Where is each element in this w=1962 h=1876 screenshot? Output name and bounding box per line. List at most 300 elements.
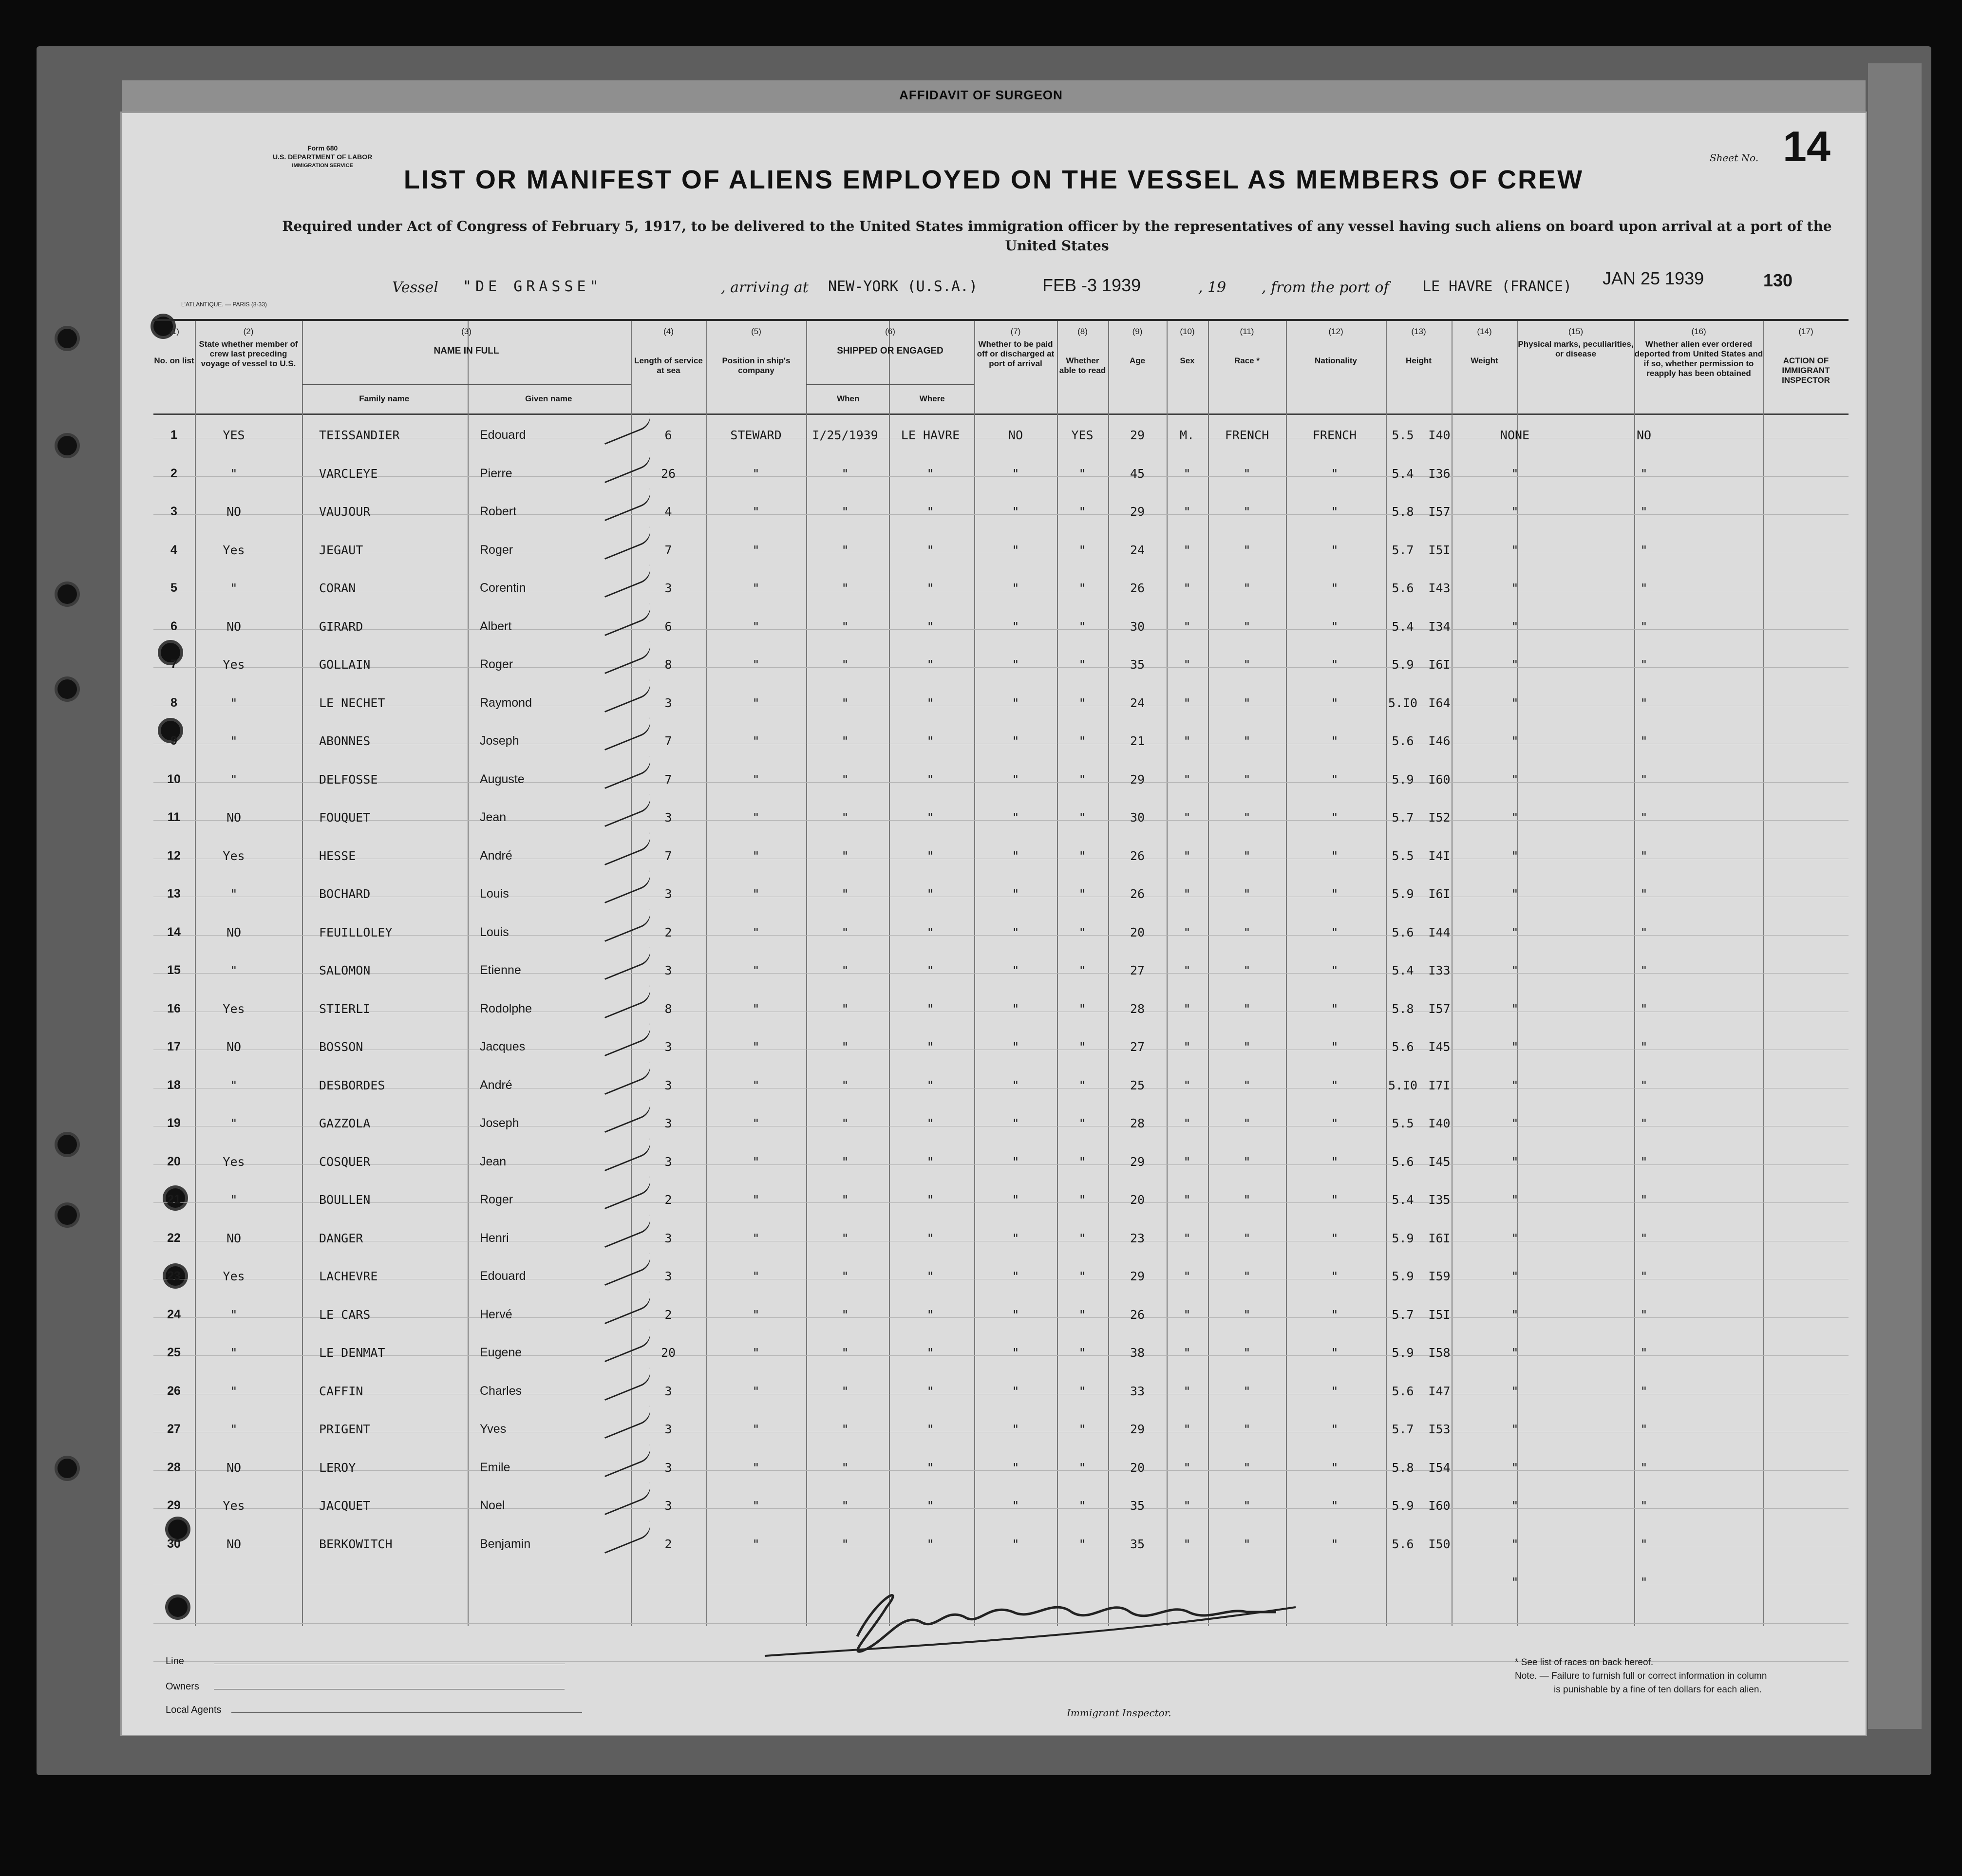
cell-sex: " (1183, 1307, 1191, 1322)
cell-weight: I6I (1428, 887, 1451, 901)
cell-family: PRIGENT (319, 1422, 371, 1436)
sheet-number: 14 (1783, 122, 1830, 170)
cell-prev: YES (223, 428, 245, 442)
cell-given: Albert (480, 619, 512, 633)
vessel-label: Vessel (392, 279, 438, 296)
cell-marks: " (1511, 1422, 1519, 1436)
cell-deported: " (1640, 963, 1648, 977)
cell-no: 14 (167, 925, 181, 939)
cell-read: " (1078, 1537, 1086, 1551)
cell-given: Roger (480, 543, 513, 557)
cell-where: " (926, 581, 934, 595)
cell-race: FRENCH (1225, 428, 1269, 442)
cell-weight: I35 (1428, 1193, 1451, 1207)
cell-deported: " (1640, 1346, 1648, 1360)
column-number: (7) (1010, 327, 1021, 336)
cell-sex: " (1183, 1537, 1191, 1551)
cell-weight: I54 (1428, 1460, 1451, 1475)
cell-prev: " (230, 581, 238, 595)
cell-nat: " (1331, 925, 1339, 939)
immigrant-inspector-label: Immigrant Inspector. (1067, 1707, 1171, 1719)
cell-sex: " (1183, 772, 1191, 787)
table-row (153, 1145, 1849, 1183)
cell-where: " (926, 1384, 934, 1398)
cell-sex: " (1183, 925, 1191, 939)
cell-position: " (752, 1537, 760, 1551)
column-header-14 (1452, 327, 1517, 366)
cell-given: Auguste (480, 772, 525, 786)
cell-race: " (1243, 1269, 1251, 1283)
subheader-rule (806, 384, 974, 385)
table-row (153, 916, 1849, 954)
cell-when: " (841, 848, 849, 863)
cell-no: 13 (167, 887, 181, 900)
cell-read: " (1078, 1040, 1086, 1054)
cell-no: 30 (167, 1537, 181, 1551)
cell-race: " (1243, 1116, 1251, 1130)
cell-family: DESBORDES (319, 1078, 385, 1092)
cell-position: " (752, 925, 760, 939)
cell-family: LE CARS (319, 1307, 371, 1322)
cell-read: " (1078, 1231, 1086, 1245)
column-label: Length of service at sea (634, 356, 703, 375)
cell-age: 27 (1130, 1040, 1145, 1054)
cell-sex: " (1183, 657, 1191, 672)
cell-position: " (752, 1078, 760, 1092)
cell-service: 8 (664, 657, 672, 672)
column-label: Age (1129, 356, 1146, 365)
cell-height: 5.I0 (1388, 1078, 1418, 1092)
cell-height: 5.7 (1392, 1422, 1414, 1436)
cell-no: 5 (170, 581, 177, 595)
cell-no: 22 (167, 1231, 181, 1245)
cell-service: 3 (664, 1269, 672, 1283)
column-number: (10) (1180, 327, 1195, 336)
cell-no: 19 (167, 1116, 181, 1130)
column-number: (15) (1568, 327, 1584, 336)
cell-nat: " (1331, 1537, 1339, 1551)
column-header-6 (806, 327, 974, 403)
cell-no: 3 (170, 505, 177, 518)
cell-where: " (926, 1078, 934, 1092)
cell-read: " (1078, 1499, 1086, 1513)
cell-race: " (1243, 1040, 1251, 1054)
cell-weight: I57 (1428, 505, 1451, 519)
column-number: (16) (1691, 327, 1706, 336)
cell-height: 5.6 (1392, 734, 1414, 748)
cell-family: LE DENMAT (319, 1346, 385, 1360)
cell-paid: " (1012, 734, 1019, 748)
cell-read: " (1078, 925, 1086, 939)
cell-when: " (841, 810, 849, 825)
column-label: SHIPPED OR ENGAGED (837, 346, 943, 356)
cell-deported: " (1640, 657, 1648, 672)
cell-where: " (926, 810, 934, 825)
table-row (153, 1374, 1849, 1412)
cell-when: " (841, 1001, 849, 1016)
cell-age: 21 (1130, 734, 1145, 748)
cell-prev: " (230, 963, 238, 977)
cell-position: " (752, 1193, 760, 1207)
departure-date-stamp: JAN 25 1939 (1603, 268, 1704, 288)
cell-age: 35 (1130, 1537, 1145, 1551)
from-port: LE HAVRE (FRANCE) (1422, 278, 1572, 295)
cell-paid: " (1012, 1537, 1019, 1551)
cell-prev: Yes (223, 848, 245, 863)
cell-height: 5.8 (1392, 1460, 1414, 1475)
cell-race: " (1243, 887, 1251, 901)
cell-weight: I7I (1428, 1078, 1451, 1092)
department-name: U.S. DEPARTMENT OF LABOR (273, 153, 373, 161)
cell-sex: " (1183, 695, 1191, 710)
cell-weight: I60 (1428, 772, 1451, 787)
table-row (153, 839, 1849, 877)
cell-height: 5.8 (1392, 505, 1414, 519)
cell-paid: " (1012, 1116, 1019, 1130)
cell-weight: I34 (1428, 619, 1451, 634)
cell-given: Emile (480, 1460, 510, 1474)
cell-deported: " (1640, 505, 1648, 519)
cell-age: 29 (1130, 1154, 1145, 1169)
cell-weight: I59 (1428, 1269, 1451, 1283)
cell-where: " (926, 505, 934, 519)
cell-age: 33 (1130, 1384, 1145, 1398)
column-label: No. on list (154, 356, 194, 365)
cell-paid: " (1012, 1193, 1019, 1207)
cell-when: " (841, 1078, 849, 1092)
cell-prev: NO (226, 810, 242, 825)
cell-service: 7 (664, 734, 672, 748)
cell-marks: " (1511, 810, 1519, 825)
cell-height: 5.9 (1392, 772, 1414, 787)
cell-prev: " (230, 695, 238, 710)
cell-no: 28 (167, 1460, 181, 1474)
cell-prev: " (230, 1307, 238, 1322)
cell-paid: " (1012, 1154, 1019, 1169)
cell-when: " (841, 925, 849, 939)
cell-prev: NO (226, 505, 242, 519)
cell-where: " (926, 772, 934, 787)
cell-age: 29 (1130, 428, 1145, 442)
cell-race: " (1243, 1154, 1251, 1169)
cell-sex: " (1183, 963, 1191, 977)
cell-age: 35 (1130, 1499, 1145, 1513)
cell-read: " (1078, 1154, 1086, 1169)
cell-position: " (752, 657, 760, 672)
cell-height: 5.7 (1392, 1307, 1414, 1322)
service-name: IMMIGRATION SERVICE (292, 163, 353, 169)
cell-height: 5.5 (1392, 428, 1414, 442)
cell-no: 27 (167, 1422, 181, 1436)
cell-sex: " (1183, 505, 1191, 519)
cell-deported: " (1640, 1537, 1648, 1551)
cell-prev: " (230, 1078, 238, 1092)
cell-nat: " (1331, 1460, 1339, 1475)
cell-nat: " (1331, 1422, 1339, 1436)
footer-line-field (166, 1656, 565, 1667)
cell-age: 26 (1130, 848, 1145, 863)
cell-nat: " (1331, 1116, 1339, 1130)
cell-prev: NO (226, 619, 242, 634)
cell-sex: " (1183, 1231, 1191, 1245)
cell-nat: " (1331, 887, 1339, 901)
cell-read: " (1078, 1001, 1086, 1016)
note-text-2: is punishable by a fine of ten dollars for each alien. (1554, 1685, 1762, 1695)
cell-height: 5.4 (1392, 619, 1414, 634)
cell-marks: " (1511, 1078, 1519, 1092)
cell-deported: " (1640, 1078, 1648, 1092)
cell-race: " (1243, 543, 1251, 557)
cell-weight: I40 (1428, 428, 1451, 442)
punch-hole-icon (57, 1459, 77, 1478)
cell-marks: " (1511, 619, 1519, 634)
cell-weight: I5I (1428, 1307, 1451, 1322)
cell-sex: " (1183, 887, 1191, 901)
cell-read: YES (1071, 428, 1094, 442)
cell-service: 3 (664, 1078, 672, 1092)
cell-given: Hervé (480, 1307, 512, 1321)
cell-position: " (752, 1460, 760, 1475)
punch-hole-icon (57, 1135, 77, 1154)
cell-marks: " (1511, 1001, 1519, 1016)
cell-race: " (1243, 848, 1251, 863)
cell-paid: " (1012, 466, 1019, 481)
cell-sex: " (1183, 619, 1191, 634)
cell-prev: Yes (223, 1154, 245, 1169)
cell-family: DANGER (319, 1231, 363, 1245)
cell-nat: " (1331, 581, 1339, 595)
table-row (153, 1183, 1849, 1221)
cell-age: 28 (1130, 1001, 1145, 1016)
cell-read: " (1078, 581, 1086, 595)
table-row (153, 1107, 1849, 1144)
cell-deported: " (1640, 1193, 1648, 1207)
cell-position: " (752, 810, 760, 825)
cell-deported: " (1640, 1116, 1648, 1130)
table-row (153, 571, 1849, 609)
cell-race: " (1243, 925, 1251, 939)
cell-weight: I6I (1428, 1231, 1451, 1245)
cell-no: 6 (170, 619, 177, 633)
cell-when: " (841, 1499, 849, 1513)
cell-where: " (926, 734, 934, 748)
column-number: (4) (663, 327, 674, 336)
cell-read: " (1078, 543, 1086, 557)
cell-where: " (926, 1307, 934, 1322)
cell-height: 5.7 (1392, 543, 1414, 557)
cell-sex: " (1183, 1346, 1191, 1360)
cell-nat: " (1331, 810, 1339, 825)
cell-marks: " (1511, 848, 1519, 863)
cell-deported: " (1640, 925, 1648, 939)
cell-weight: I36 (1428, 466, 1451, 481)
cell-race: " (1243, 657, 1251, 672)
cell-nat: " (1331, 695, 1339, 710)
cell-height: 5.I0 (1388, 695, 1418, 710)
cell-given: André (480, 848, 512, 863)
cell-service: 3 (664, 963, 672, 977)
cell-read: " (1078, 695, 1086, 710)
cell-race: " (1243, 1384, 1251, 1398)
table-row (153, 1336, 1849, 1374)
cell-prev: Yes (223, 1499, 245, 1513)
fine-note (1515, 1670, 1767, 1683)
cell-prev: " (230, 734, 238, 748)
cell-where: " (926, 1422, 934, 1436)
cell-family: STIERLI (319, 1001, 371, 1016)
cell-prev: Yes (223, 657, 245, 672)
cell-deported: " (1640, 848, 1648, 863)
cell-age: 35 (1130, 657, 1145, 672)
cell-prev: " (230, 1422, 238, 1436)
cell-family: JACQUET (319, 1499, 371, 1513)
punch-hole-icon (57, 436, 77, 455)
cell-marks: " (1511, 1269, 1519, 1283)
cell-family: VARCLEYE (319, 466, 378, 481)
column-header-13 (1386, 327, 1452, 366)
cell-no: 1 (170, 428, 177, 442)
cell-when: " (841, 1460, 849, 1475)
cell-when: " (841, 772, 849, 787)
cell-no: 8 (170, 695, 177, 710)
cell-given: Roger (480, 657, 513, 671)
cell-service: 3 (664, 695, 672, 710)
cell-read: " (1078, 1460, 1086, 1475)
cell-position: " (752, 1040, 760, 1054)
cell-read: " (1078, 1307, 1086, 1322)
cell-deported: " (1640, 1231, 1648, 1245)
cell-marks: " (1511, 1575, 1519, 1589)
cell-prev: NO (226, 1460, 242, 1475)
cell-position: " (752, 581, 760, 595)
cell-no: 26 (167, 1384, 181, 1398)
column-number: (11) (1240, 327, 1254, 336)
cell-race: " (1243, 1307, 1251, 1322)
cell-where: " (926, 657, 934, 672)
punch-hole-icon (57, 329, 77, 348)
cell-race: " (1243, 1231, 1251, 1245)
cell-read: " (1078, 963, 1086, 977)
cell-given: Charles (480, 1384, 522, 1398)
cell-family: ABONNES (319, 734, 371, 748)
cell-when: I/25/1939 (812, 428, 878, 442)
table-row (153, 686, 1849, 724)
cell-where: " (926, 1193, 934, 1207)
cell-position: " (752, 772, 760, 787)
cell-read: " (1078, 1193, 1086, 1207)
footer-line-label: Line (166, 1656, 184, 1667)
cell-when: " (841, 1422, 849, 1436)
cell-weight: I40 (1428, 1116, 1451, 1130)
cell-where: " (926, 1346, 934, 1360)
year-label: , 19 (1198, 279, 1226, 296)
cell-where: " (926, 1499, 934, 1513)
cell-sex: " (1183, 1001, 1191, 1016)
cell-where: " (926, 1040, 934, 1054)
cell-height: 5.9 (1392, 657, 1414, 672)
cell-marks: " (1511, 1537, 1519, 1551)
cell-deported: " (1640, 1154, 1648, 1169)
cell-when: " (841, 1154, 849, 1169)
cell-family: LEROY (319, 1460, 356, 1475)
column-label: Whether able to read (1059, 356, 1106, 375)
cell-height: 5.6 (1392, 581, 1414, 595)
cell-service: 3 (664, 1116, 672, 1130)
cell-weight: I53 (1428, 1422, 1451, 1436)
cell-deported: " (1640, 1269, 1648, 1283)
cell-where: " (926, 963, 934, 977)
cell-service: 7 (664, 543, 672, 557)
cell-marks: " (1511, 1499, 1519, 1513)
cell-weight: I45 (1428, 1040, 1451, 1054)
column-label: ACTION OF IMMIGRANT INSPECTOR (1782, 356, 1830, 385)
cell-deported: " (1640, 1460, 1648, 1475)
cell-marks: " (1511, 1307, 1519, 1322)
cell-deported: NO (1636, 428, 1652, 442)
cell-where: " (926, 466, 934, 481)
column-label: NAME IN FULL (434, 346, 499, 356)
column-header-2 (195, 327, 302, 369)
cell-nat: " (1331, 772, 1339, 787)
cell-given: André (480, 1078, 512, 1092)
cell-no: 9 (170, 734, 177, 748)
cell-prev: " (230, 1116, 238, 1130)
cell-read: " (1078, 1422, 1086, 1436)
note-text: Failure to furnish full or correct information in column (1551, 1671, 1767, 1681)
punch-hole-icon (57, 679, 77, 699)
cell-when: " (841, 1231, 849, 1245)
cell-read: " (1078, 734, 1086, 748)
cell-where: " (926, 695, 934, 710)
cell-service: 3 (664, 887, 672, 901)
cell-position: " (752, 1346, 760, 1360)
inspector-signature (760, 1578, 1330, 1666)
table-row (153, 1451, 1849, 1489)
cell-paid: " (1012, 505, 1019, 519)
cell-position: " (752, 1231, 760, 1245)
cell-age: 29 (1130, 505, 1145, 519)
table-row (153, 648, 1849, 686)
sheet-label: Sheet No. (1710, 152, 1759, 164)
cell-paid: " (1012, 543, 1019, 557)
cell-given: Jacques (480, 1040, 526, 1053)
cell-sex: " (1183, 810, 1191, 825)
column-label: Whether alien ever ordered deported from United States and if so, whether permission to reapply has been obtained (1634, 339, 1763, 378)
cell-position: " (752, 543, 760, 557)
cell-nat: " (1331, 1346, 1339, 1360)
cell-read: " (1078, 887, 1086, 901)
cell-service: 7 (664, 848, 672, 863)
cell-age: 29 (1130, 1422, 1145, 1436)
table-row (153, 1489, 1849, 1527)
footer-agents-field (166, 1705, 582, 1716)
column-header-11 (1208, 327, 1286, 366)
cell-weight: I43 (1428, 581, 1451, 595)
column-number: (14) (1477, 327, 1492, 336)
cell-sex: M. (1179, 428, 1195, 442)
table-row (153, 1069, 1849, 1107)
cell-weight: I6I (1428, 657, 1451, 672)
column-number: (2) (243, 327, 254, 336)
column-header-3 (302, 327, 631, 403)
cell-sex: " (1183, 1269, 1191, 1283)
cell-paid: " (1012, 1346, 1019, 1360)
cell-age: 30 (1130, 619, 1145, 634)
from-port-label: , from the port of (1262, 279, 1389, 296)
footer-owners-label: Owners (166, 1681, 199, 1692)
cell-weight: I60 (1428, 1499, 1451, 1513)
arriving-port: NEW-YORK (U.S.A.) (828, 278, 978, 295)
